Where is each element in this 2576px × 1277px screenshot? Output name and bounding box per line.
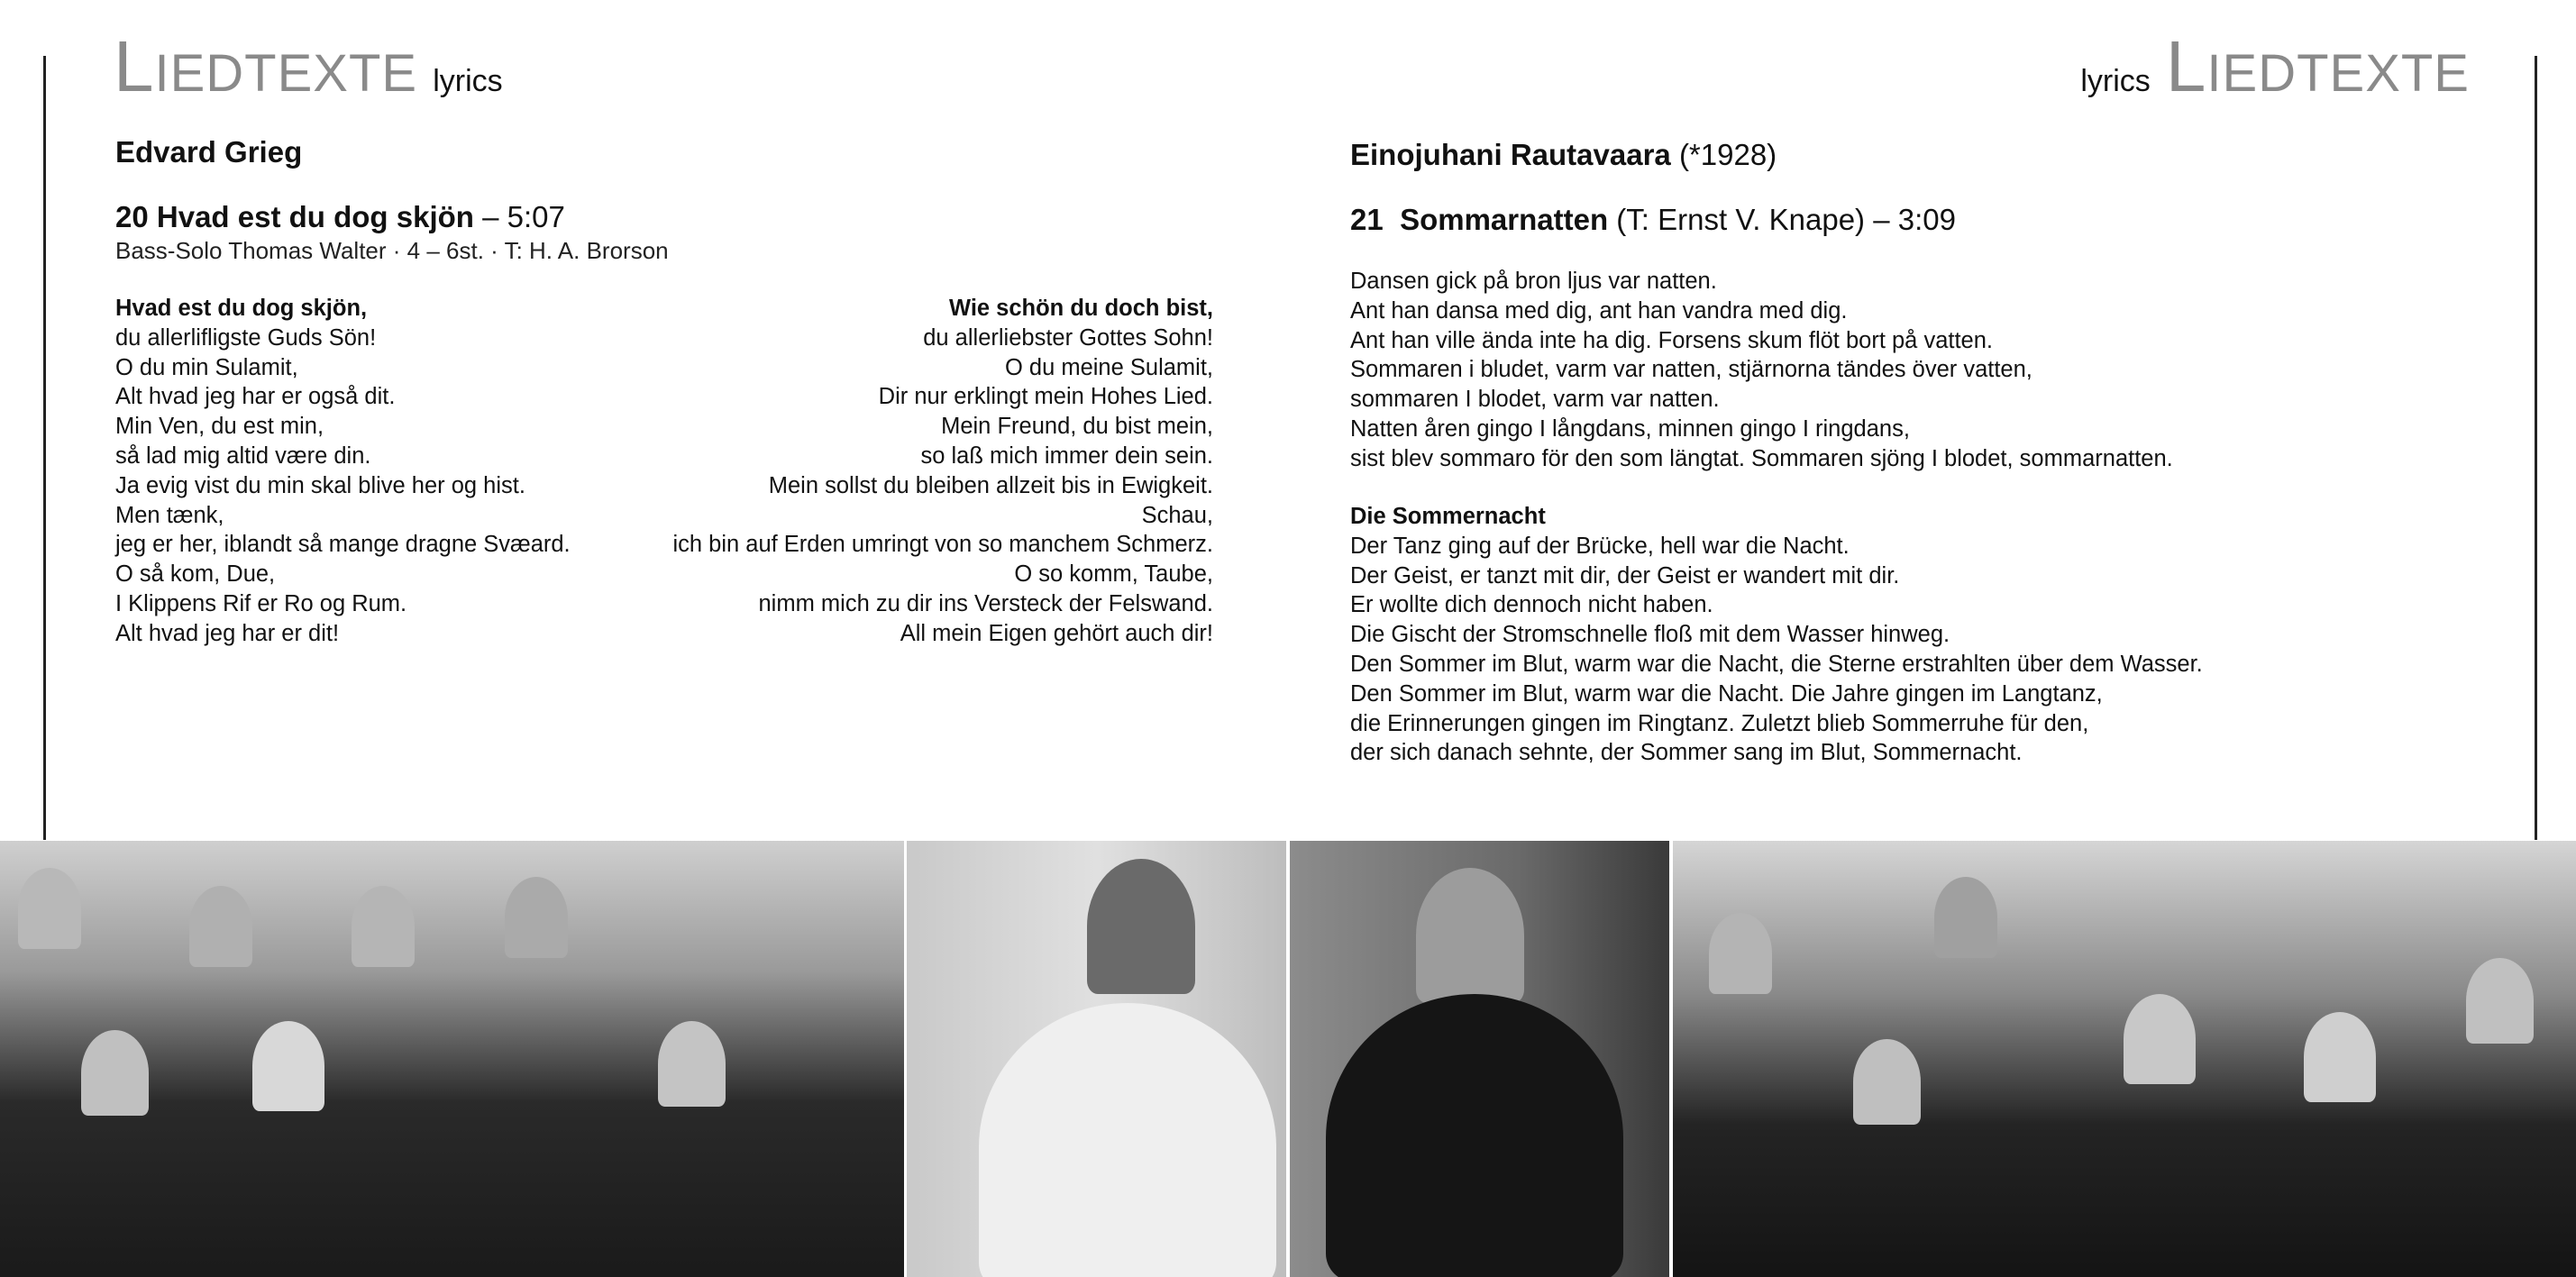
lyric-line: Der Tanz ging auf der Brücke, hell war die Nacht. [1350,533,1850,559]
header-initial: L [2165,26,2207,106]
lyric-line: Dansen gick på bron ljus var natten. [1350,269,1717,294]
german-lyrics [672,294,1213,649]
lyric-line: så lad mig altid være din. [115,442,371,469]
header-caps: IEDTEXTE [154,44,418,103]
lyric-line: Ja evig vist du min skal blive her og hist. [115,472,525,498]
lyric-line: Wie schön du doch bist, [948,296,1213,321]
lyric-line: O du min Sulamit, [115,354,298,380]
lyric-line: Mein sollst du bleiben allzeit bis in Ewigkeit. [768,472,1213,498]
lyric-line: der sich danach sehnte, der Sommer sang im Blut, Sommernacht. [1350,740,2023,766]
lyric-line: sommaren I blodet, varm var natten. [1350,387,1720,413]
lyric-line: Sommaren i bludet, varm var natten, stjärnorna tändes över vatten, [1350,357,2032,383]
track-number: 20 [115,200,149,233]
composer-name: Edvard Grieg [115,135,303,169]
song-title [1350,203,1956,237]
lyric-line: All mein Eigen gehört auch dir! [900,620,1213,646]
composer-name [1350,138,1777,172]
lyric-line: Alt hvad jeg har er dit! [115,620,340,646]
title-text: Hvad est du dog skjön [156,200,474,233]
song-title [115,200,565,234]
lyric-line: jeg er her, iblandt så mange dragne Svæard. [115,532,571,558]
conductor-photo [1290,841,1669,1277]
header-right [2080,25,2470,108]
header-small: lyrics [433,64,503,98]
photo-strip [0,841,2576,1277]
lyric-line: Min Ven, du est min, [115,414,324,440]
composer-text: Einojuhani Rautavaara [1350,138,1671,171]
choir-photo-right [1673,841,2576,1277]
swedish-lyrics [1350,267,2173,474]
lyric-line: du allerliebster Gottes Sohn! [923,324,1213,351]
lyric-line: Er wollte dich dennoch nicht haben. [1350,592,1713,618]
duration: – 5:07 [482,200,565,233]
lyric-line: so laß mich immer dein sein. [920,442,1213,469]
lyric-line: Ant han ville ända inte ha dig. Forsens skum flöt bort på vatten. [1350,327,1993,353]
choir-photo-left [0,841,904,1277]
header-initial: L [114,26,155,106]
header-left [114,25,503,108]
lyric-line: I Klippens Rif er Ro og Rum. [115,590,407,616]
right-margin-rule [2535,56,2537,840]
track-number: 21 [1350,203,1384,236]
german-heading: Die Sommernacht [1350,504,1546,529]
lyric-line: nimm mich zu dir ins Versteck der Felswand. [758,590,1213,616]
soloist-photo [907,841,1286,1277]
lyric-line: die Erinnerungen gingen im Ringtanz. Zuletzt blieb Sommerruhe für den, [1350,710,2089,736]
lyric-line: Den Sommer im Blut, warm war die Nacht. Die Jahre gingen im Langtanz, [1350,680,2103,707]
lyric-line: Den Sommer im Blut, warm war die Nacht, die Sterne erstrahlten über dem Wasser. [1350,651,2203,677]
header-caps: IEDTEXTE [2206,44,2470,103]
german-translation [1350,502,2203,768]
lyric-line: Ant han dansa med dig, ant han vandra med dig. [1350,297,1848,324]
lyric-line: Mein Freund, du bist mein, [941,414,1213,440]
lyric-line: Der Geist, er tanzt mit dir, der Geist er wandert mit dir. [1350,562,1900,588]
composer-year: (*1928) [1678,138,1777,171]
song-subtitle: Bass-Solo Thomas Walter · 4 – 6st. · T: H. A. Brorson [115,237,669,264]
lyric-line: Dir nur erklingt mein Hohes Lied. [878,384,1213,410]
lyric-line: Schau, [1141,502,1213,528]
lyric-line: ich bin auf Erden umringt von so manchem Schmerz. [672,532,1213,558]
lyric-line: sist blev sommaro för den som längtat. Sommaren sjöng I blodet, sommarnatten. [1350,445,2173,471]
left-margin-rule [43,56,46,840]
danish-lyrics [115,294,571,649]
header-small: lyrics [2080,64,2151,98]
lyric-line: du allerlifligste Guds Sön! [115,324,377,351]
lyric-line: O so komm, Taube, [1014,561,1213,588]
lyric-line: Men tænk, [115,502,224,528]
lyric-line: Hvad est du dog skjön, [115,296,368,321]
lyric-line: Alt hvad jeg har er også dit. [115,384,396,410]
lyric-line: Die Gischt der Stromschnelle floß mit dem Wasser hinweg. [1350,622,1950,648]
lyric-line: O du meine Sulamit, [1004,354,1213,380]
lyric-line: Natten åren gingo I långdans, minnen gingo I ringdans, [1350,415,1910,442]
title-text: Sommarnatten [1400,203,1609,236]
lyric-line: O så kom, Due, [115,561,276,588]
title-note: (T: Ernst V. Knape) – 3:09 [1616,203,1956,236]
